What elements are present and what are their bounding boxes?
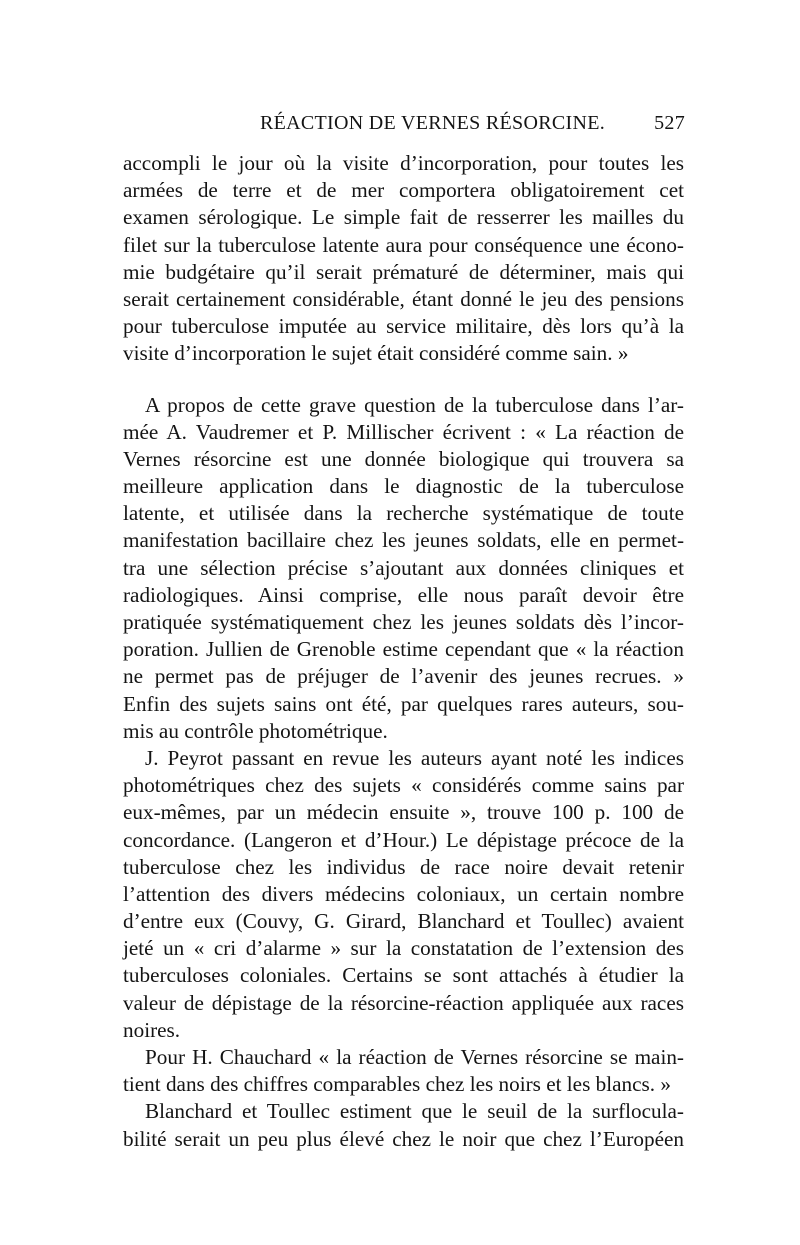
text-line: eux-mêmes, par un médecin ensuite », trouve 100 p. 100 de bbox=[123, 800, 684, 825]
text-line: visite d’incorporation le sujet était considéré comme sain. » bbox=[123, 341, 629, 366]
body-text bbox=[123, 150, 684, 1153]
text-line: pour tuberculose imputée au service militaire, dès lors qu’à la bbox=[123, 314, 684, 339]
text-line: Blanchard et Toullec estiment que le seuil de la surflocula- bbox=[145, 1099, 684, 1124]
paragraph bbox=[123, 1098, 684, 1152]
text-line: radiologiques. Ainsi comprise, elle nous paraît devoir être bbox=[123, 582, 684, 607]
paragraph bbox=[123, 392, 684, 745]
text-line: Vernes résorcine est une donnée biologique qui trouvera sa bbox=[123, 446, 684, 471]
text-line: l’attention des divers médecins coloniaux, un certain nombre bbox=[123, 881, 684, 906]
text-line: concordance. (Langeron et d’Hour.) Le dépistage précoce de la bbox=[123, 827, 684, 852]
text-line: photométriques chez des sujets « considérés comme sains par bbox=[123, 773, 684, 798]
running-title: RÉACTION DE VERNES RÉSORCINE. bbox=[260, 112, 606, 134]
text-line: armées de terre et de mer comportera obligatoirement cet bbox=[123, 178, 684, 203]
text-line: valeur de dépistage de la résorcine-réaction appliquée aux races bbox=[123, 990, 684, 1015]
text-line: bilité serait un peu plus élevé chez le noir que chez l’Européen bbox=[123, 1126, 684, 1151]
text-line: mée A. Vaudremer et P. Millischer écrivent : « La réaction de bbox=[123, 419, 684, 444]
text-line: tuberculose chez les individus de race noire devait retenir bbox=[123, 854, 684, 879]
text-line: mie budgétaire qu’il serait prématuré de déterminer, mais qui bbox=[123, 259, 684, 284]
text-line: examen sérologique. Le simple fait de resserrer les mailles du bbox=[123, 205, 684, 230]
paragraph bbox=[123, 1044, 684, 1098]
text-line: serait certainement considérable, étant donné le jeu des pensions bbox=[123, 286, 684, 311]
text-line: jeté un « cri d’alarme » sur la constatation de l’extension des bbox=[123, 936, 684, 961]
text-line: poration. Jullien de Grenoble estime cependant que « la réaction bbox=[123, 637, 684, 662]
text-line: noires. bbox=[123, 1017, 181, 1042]
paragraph bbox=[123, 745, 684, 1044]
page-number: 527 bbox=[654, 112, 685, 134]
text-line: Pour H. Chauchard « la réaction de Vernes résorcine se main- bbox=[145, 1045, 684, 1069]
running-head bbox=[120, 112, 685, 142]
text-line: tra une sélection précise s’ajoutant aux données cliniques et bbox=[123, 555, 684, 580]
text-line: latente, et utilisée dans la recherche systématique de toute bbox=[123, 501, 684, 526]
paragraph bbox=[123, 150, 684, 368]
text-line: accompli le jour où la visite d’incorporation, pour toutes les bbox=[123, 151, 684, 175]
text-line: A propos de cette grave question de la tuberculose dans l’ar- bbox=[145, 392, 684, 417]
text-line: filet sur la tuberculose latente aura pour conséquence une écono- bbox=[123, 232, 684, 257]
text-line: meilleure application dans le diagnostic de la tuberculose bbox=[123, 474, 684, 499]
text-line: d’entre eux (Couvy, G. Girard, Blanchard et Toullec) avaient bbox=[123, 909, 684, 934]
text-line: Enfin des sujets sains ont été, par quelques rares auteurs, sou- bbox=[123, 691, 684, 716]
text-line: tuberculoses coloniales. Certains se sont attachés à étudier la bbox=[123, 963, 684, 988]
text-line: pratiquée systématiquement chez les jeunes soldats dès l’incor- bbox=[123, 610, 684, 634]
text-line: mis au contrôle photométrique. bbox=[123, 718, 388, 743]
text-line: ne permet pas de préjuger de l’avenir des jeunes recrues. » bbox=[123, 664, 684, 689]
text-line: manifestation bacillaire chez les jeunes soldats, elle en permet- bbox=[123, 528, 684, 553]
text-line: tient dans des chiffres comparables chez les noirs et les blancs. » bbox=[123, 1072, 671, 1097]
text-line: J. Peyrot passant en revue les auteurs ayant noté les indices bbox=[145, 745, 684, 770]
paragraph-spacer bbox=[123, 368, 684, 392]
